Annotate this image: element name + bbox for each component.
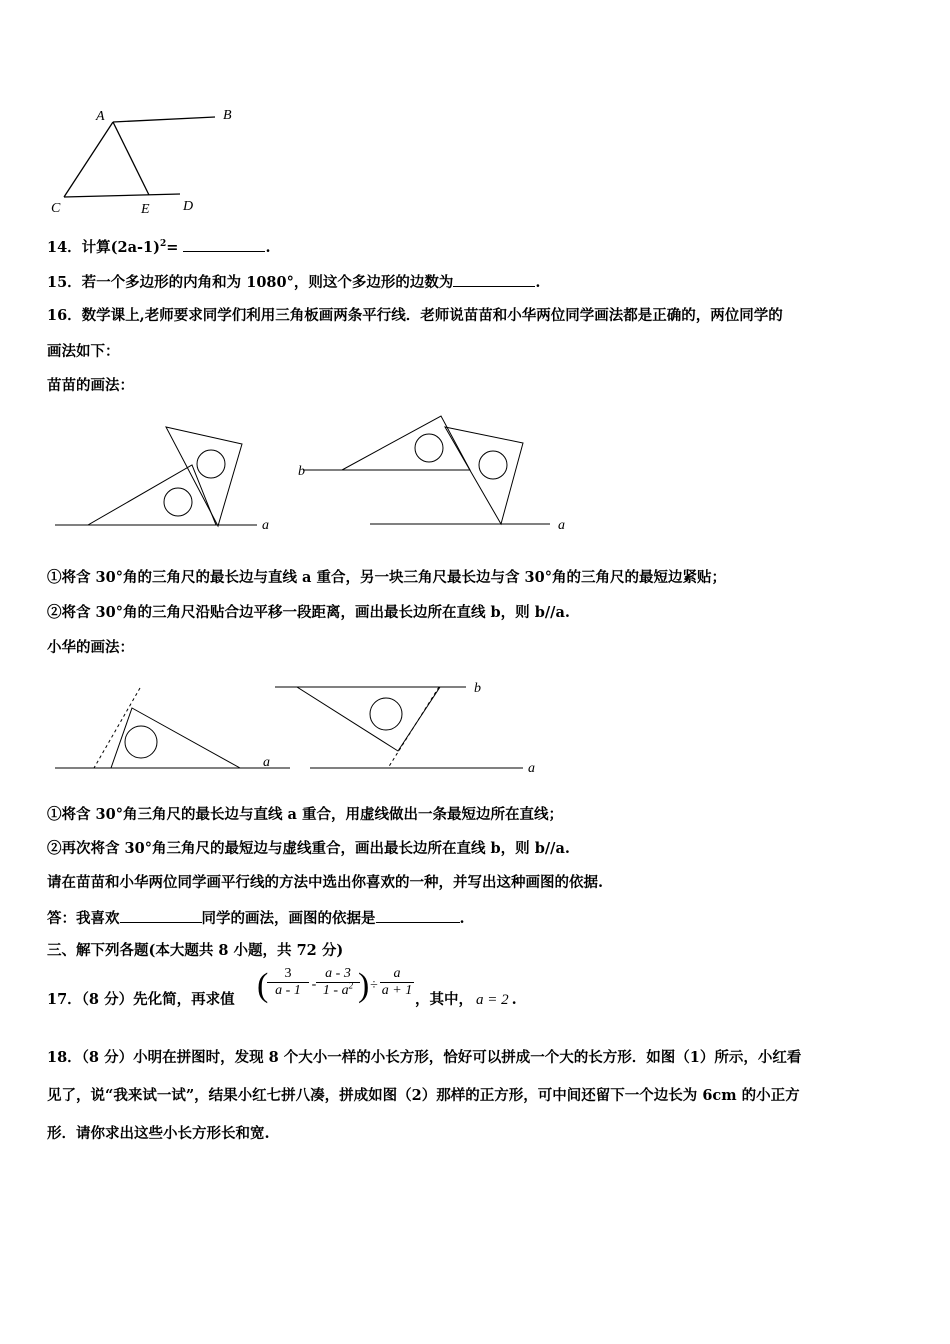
question-14 <box>47 237 271 257</box>
label-b: b <box>298 464 305 479</box>
q14-equals: = <box>166 239 184 256</box>
fraction-3 <box>380 966 414 999</box>
line-ac <box>64 122 113 197</box>
label-a: a <box>262 518 269 533</box>
q15-text: 15．若一个多边形的内角和为 1080°，则这个多边形的边数为 <box>47 274 454 291</box>
question-18-line2: 见了，说“我来试一试”，结果小红七拼八凑，拼成如图（2）那样的正方形，可中间还留下一个边长为 6cm 的小正方 <box>47 1087 800 1104</box>
divide-sign: ÷ <box>370 978 378 993</box>
question-16-answer <box>47 908 465 928</box>
xiaohua-method-title: 小华的画法： <box>47 639 134 656</box>
fraction-1-numerator: 3 <box>267 966 309 983</box>
label-c: C <box>51 201 61 216</box>
triangle-hole <box>370 698 402 730</box>
miaomiao-step-1: ①将含 30°角的三角尺的最长边与直线 a 重合，另一块三角尺最长边与含 30°角的三角尺的最短边紧贴； <box>47 569 726 586</box>
xiaohua-figure-2 <box>270 672 550 782</box>
xiaohua-figure-1 <box>50 680 290 780</box>
miaomiao-method-title: 苗苗的画法： <box>47 377 134 394</box>
fraction-1 <box>267 966 309 999</box>
triangle-hole <box>164 488 192 516</box>
question-17-condition <box>415 991 517 1009</box>
miaomiao-step-2: ②将含 30°角的三角尺沿贴合边平移一段距离，画出最长边所在直线 b，则 b//a. <box>47 604 570 621</box>
fraction-3-denominator: a + 1 <box>381 983 413 998</box>
fraction-3-numerator: a <box>380 966 414 983</box>
answer-middle: 同学的画法，画图的依据是 <box>201 910 376 927</box>
triangle-hole <box>479 451 507 479</box>
question-16-line1: 16．数学课上,老师要求同学们利用三角板画两条平行线．老师说苗苗和小华两位同学画法都是正确的，两位同学的 <box>47 307 783 324</box>
fraction-1-denominator: a - 1 <box>275 983 301 998</box>
fraction-2 <box>316 966 360 999</box>
label-d: D <box>183 199 194 214</box>
label-a: A <box>96 109 105 124</box>
triangle-hole <box>415 434 443 462</box>
fraction-2-den-exponent: 2 <box>348 980 354 991</box>
preferred-student-blank[interactable] <box>120 908 202 923</box>
fraction-2-denominator <box>316 980 360 999</box>
condition-value: a = 2 <box>476 992 509 1008</box>
line-ab <box>113 117 215 122</box>
figure-abcde <box>40 100 260 220</box>
question-18-line1: 18．（8 分）小明在拼图时，发现 8 个大小一样的小长方形，恰好可以拼成一个大的长方形．如图（1）所示，小红看 <box>47 1049 802 1066</box>
drawing-basis-blank[interactable] <box>376 908 460 923</box>
label-a: a <box>558 518 565 533</box>
label-b: B <box>223 108 232 123</box>
answer-period: . <box>459 910 465 927</box>
condition-period: . <box>511 991 517 1008</box>
label-b: b <box>474 681 481 696</box>
fraction-2-den-base: 1 - a <box>322 983 349 998</box>
line-ae <box>113 122 149 195</box>
answer-prefix: 答：我喜欢 <box>47 910 120 927</box>
xiaohua-step-1: ①将含 30°角三角尺的最长边与直线 a 重合，用虚线做出一条最短边所在直线； <box>47 806 563 823</box>
question-16-ask: 请在苗苗和小华两位同学画平行线的方法中选出你喜欢的一种，并写出这种画图的依据. <box>47 874 604 891</box>
q14-exponent: 2 <box>160 239 167 250</box>
triangle-30deg <box>111 708 240 768</box>
label-e: E <box>141 202 150 217</box>
triangle-hole <box>197 450 225 478</box>
triangle-30deg <box>342 416 470 470</box>
section-3-heading: 三、解下列各题(本大题共 8 小题，共 72 分) <box>47 942 344 959</box>
q15-period: . <box>535 274 541 291</box>
triangle-hole <box>125 726 157 758</box>
question-16-line2: 画法如下： <box>47 343 120 360</box>
fraction-2-numerator: a - 3 <box>316 966 360 983</box>
question-18-line3: 形．请你求出这些小长方形长和宽. <box>47 1125 270 1142</box>
left-paren: ( <box>257 967 269 1004</box>
xiaohua-step-2: ②再次将含 30°角三角尺的最短边与虚线重合，画出最长边所在直线 b，则 b//a. <box>47 840 570 857</box>
condition-prefix: ，其中， <box>415 991 473 1008</box>
question-15 <box>47 272 540 292</box>
question-17-prefix: 17．（8 分）先化简，再求值 <box>47 991 235 1008</box>
minus-sign: - <box>311 977 317 992</box>
miaomiao-figure-2 <box>295 410 575 540</box>
triangle-30deg <box>88 465 216 525</box>
label-a: a <box>528 761 535 776</box>
label-a: a <box>263 755 270 770</box>
q14-text: 14．计算(2a-1) <box>47 239 160 256</box>
q15-answer-blank[interactable] <box>453 272 535 287</box>
q14-period: . <box>265 239 271 256</box>
right-paren: ) <box>358 967 370 1004</box>
q14-answer-blank[interactable] <box>183 237 265 252</box>
miaomiao-figure-1 <box>50 420 290 540</box>
line-cd <box>64 194 180 197</box>
